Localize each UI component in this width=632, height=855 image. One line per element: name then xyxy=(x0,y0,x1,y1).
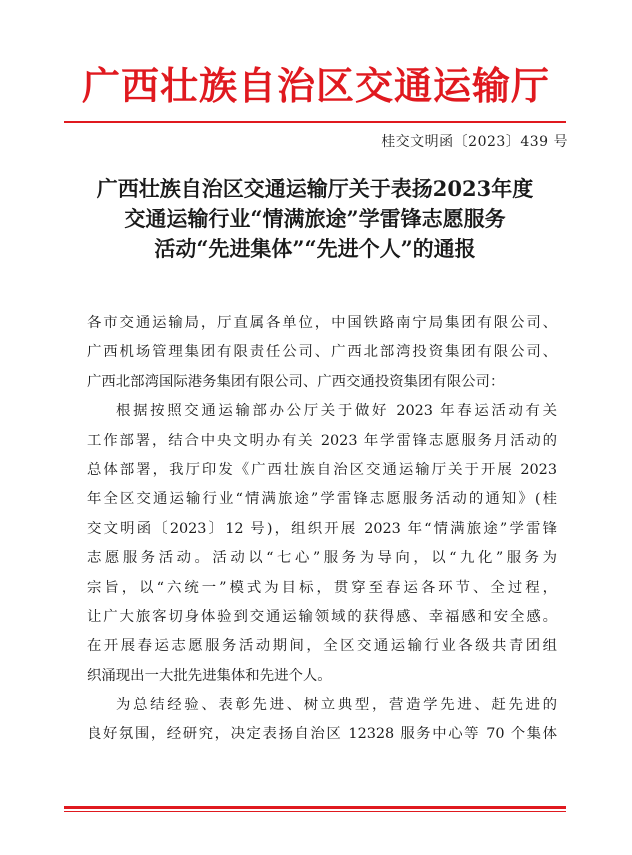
body-line-5: 工作部署，结合中央文明办有关 2023 年学雷锋志愿服务月活动的 xyxy=(87,432,557,449)
body-line-3: 广西北部湾国际港务集团有限公司、广西交通投资集团有限公司： xyxy=(87,373,505,390)
document-body xyxy=(87,309,557,750)
body-line-1: 各市交通运输局，厅直属各单位，中国铁路南宁局集团有限公司、 xyxy=(87,315,557,331)
body-line-10: 宗旨，以“六统一”模式为目标，贯穿至春运各环节、全过程， xyxy=(87,579,557,596)
body-line-4: 根据按照交通运输部办公厅关于做好 2023 年春运活动有关 xyxy=(116,403,557,420)
masthead-red-rule xyxy=(64,121,566,123)
body-line-11: 让广大旅客切身体验到交通运输领域的获得感、幸福感和安全感。 xyxy=(87,608,557,625)
body-line-13: 织涌现出一大批先进集体和先进个人。 xyxy=(87,667,332,684)
body-line-7: 年全区交通运输行业“情满旅途”学雷锋志愿服务活动的通知》(桂 xyxy=(87,491,557,508)
footer-red-rule xyxy=(64,806,566,812)
footer-rule-thick xyxy=(64,806,566,809)
body-line-12: 在开展春运志愿服务活动期间，全区交通运输行业各级共青团组 xyxy=(87,638,557,655)
body-line-6: 总体部署，我厅印发《广西壮族自治区交通运输厅关于开展 2023 xyxy=(87,461,557,478)
footer-rule-thin xyxy=(64,811,566,812)
body-line-15: 良好氛围，经研究，决定表扬自治区 12328 服务中心等 70 个集体 xyxy=(87,726,557,743)
document-number: 桂交文明函〔2023〕439 号 xyxy=(381,134,568,150)
body-line-14: 为总结经验、表彰先进、树立典型，营造学先进、赶先进的 xyxy=(116,697,557,714)
body-line-8: 交文明函〔2023〕12 号)，组织开展 2023 年“情满旅途”学雷锋 xyxy=(87,520,557,537)
body-line-2: 广西机场管理集团有限责任公司、广西北部湾投资集团有限公司、 xyxy=(87,344,557,361)
title-line-1: 广西壮族自治区交通运输厅关于表扬2023年度 xyxy=(96,176,534,201)
document-title xyxy=(60,174,570,264)
title-line-3: 活动“先进集体”“先进个人”的通报 xyxy=(154,236,476,261)
body-line-9: 志愿服务活动。活动以“七心”服务为导向，以“九化”服务为 xyxy=(87,550,557,567)
title-line-2: 交通运输行业“情满旅途”学雷锋志愿服务 xyxy=(124,206,506,231)
masthead-title: 广西壮族自治区交通运输厅 xyxy=(81,63,550,108)
